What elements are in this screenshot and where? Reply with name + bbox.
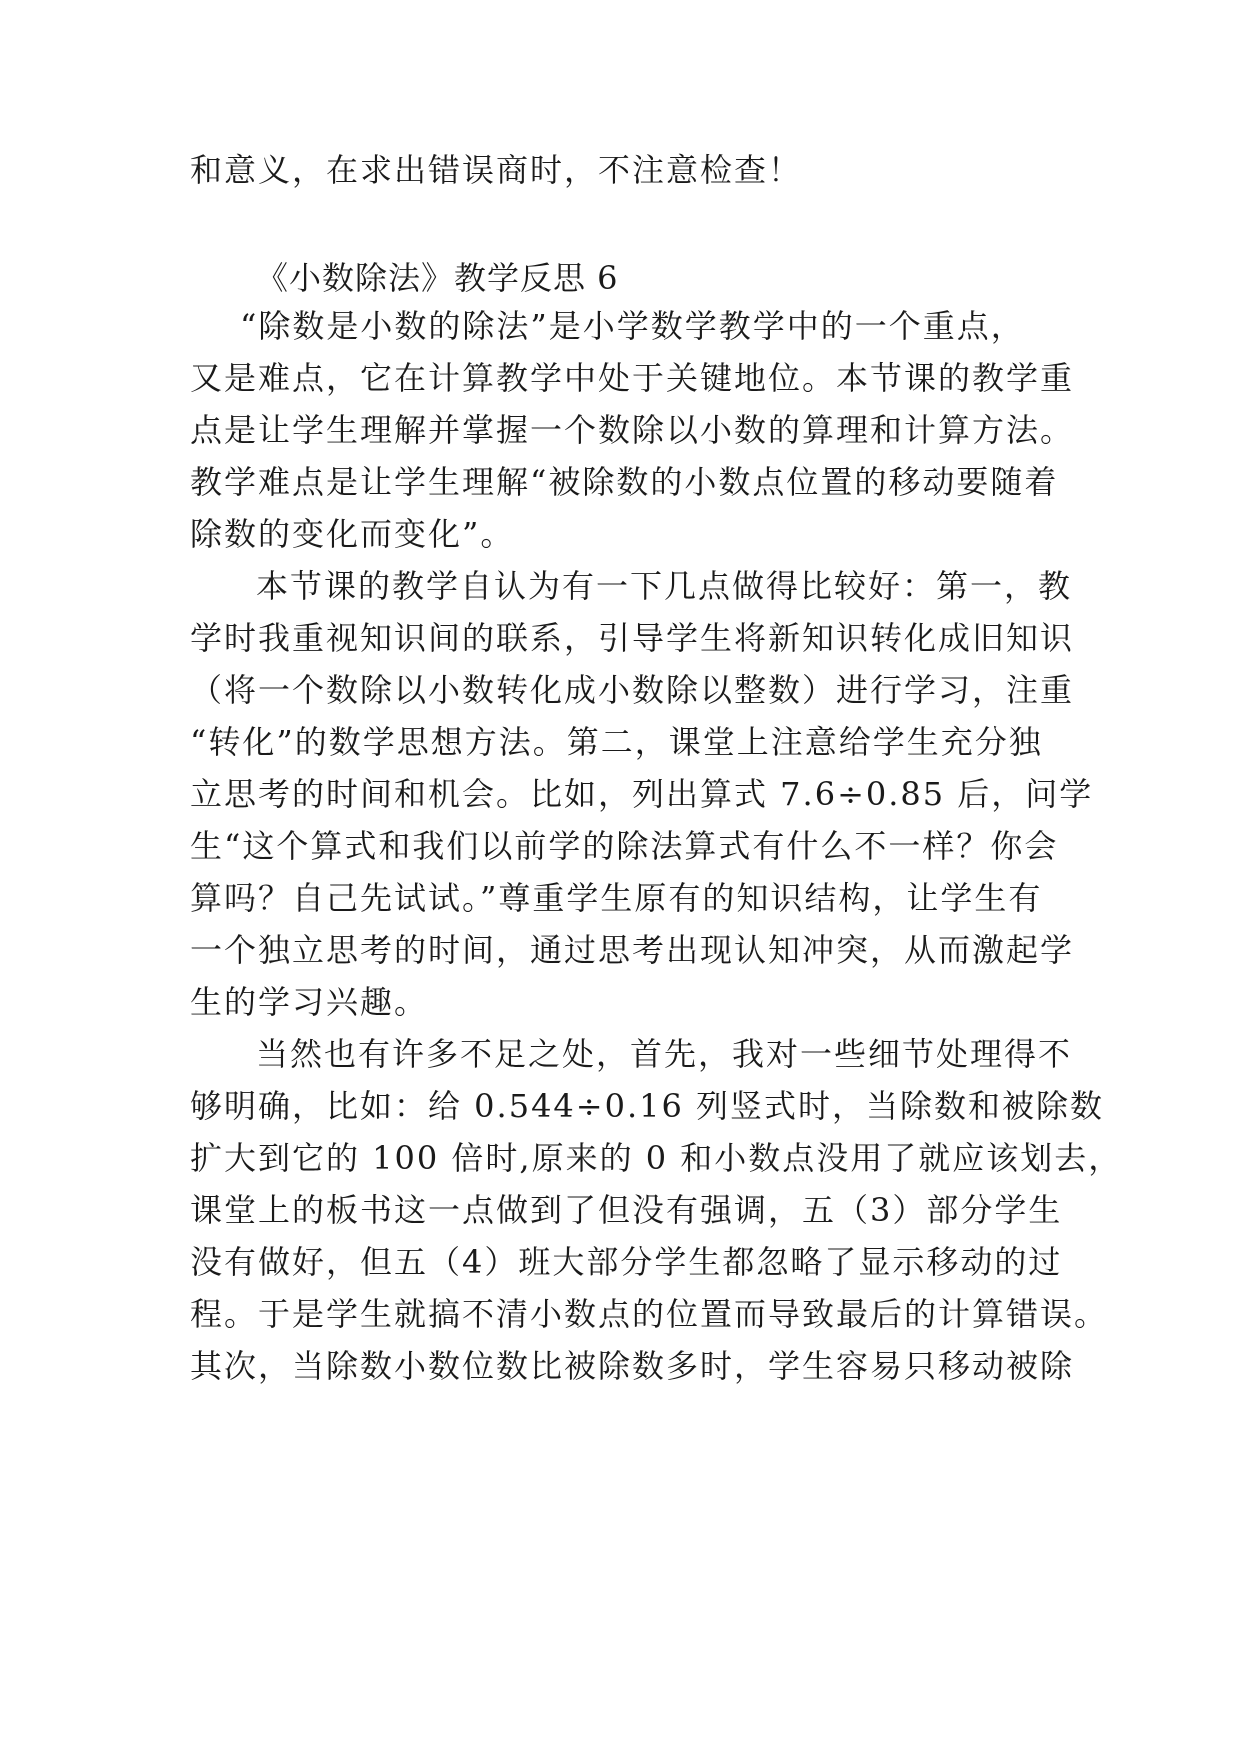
paragraph-line: （将一个数除以小数转化成小数除以整数）进行学习，注重 <box>190 671 1075 709</box>
section-heading: 《小数除法》教学反思 6 <box>256 259 619 297</box>
paragraph-line: “转化”的数学思想方法。第二，课堂上注意给学生充分独 <box>190 723 1043 761</box>
paragraph-line: 点是让学生理解并掌握一个数除以小数的算理和计算方法。 <box>190 411 1075 449</box>
paragraph-line: 生的学习兴趣。 <box>190 983 429 1021</box>
paragraph-line: 够明确，比如：给 0.544÷0.16 列竖式时，当除数和被除数 <box>190 1087 1105 1125</box>
paragraph-line: “除数是小数的除法”是小学数学教学中的一个重点， <box>240 307 1025 345</box>
paragraph-line: 立思考的时间和机会。比如，列出算式 7.6÷0.85 后，问学 <box>190 775 1094 813</box>
paragraph-line: 课堂上的板书这一点做到了但没有强调，五（3）部分学生 <box>190 1191 1063 1229</box>
paragraph-line: 算吗？自己先试试。”尊重学生原有的知识结构，让学生有 <box>190 879 1043 917</box>
paragraph-line: 教学难点是让学生理解“被除数的小数点位置的移动要随着 <box>190 463 1059 501</box>
paragraph-line: 生“这个算式和我们以前学的除法算式有什么不一样？你会 <box>190 827 1059 865</box>
paragraph-line: 学时我重视知识间的联系，引导学生将新知识转化成旧知识 <box>190 619 1075 657</box>
paragraph-line: 扩大到它的 100 倍时,原来的 0 和小数点没用了就应该划去， <box>190 1139 1123 1177</box>
paragraph-line: 和意义，在求出错误商时，不注意检查！ <box>190 151 803 189</box>
paragraph-line: 当然也有许多不足之处，首先，我对一些细节处理得不 <box>256 1035 1073 1073</box>
paragraph-line: 本节课的教学自认为有一下几点做得比较好：第一，教 <box>256 567 1073 605</box>
paragraph-line: 其次，当除数小数位数比被除数多时，学生容易只移动被除 <box>190 1347 1075 1385</box>
paragraph-line: 一个独立思考的时间，通过思考出现认知冲突，从而激起学 <box>190 931 1075 969</box>
paragraph-line: 除数的变化而变化”。 <box>190 515 515 553</box>
paragraph-line: 没有做好，但五（4）班大部分学生都忽略了显示移动的过 <box>190 1243 1063 1281</box>
paragraph-line: 又是难点，它在计算教学中处于关键地位。本节课的教学重 <box>190 359 1075 397</box>
paragraph-line: 程。于是学生就搞不清小数点的位置而导致最后的计算错误。 <box>190 1295 1109 1333</box>
